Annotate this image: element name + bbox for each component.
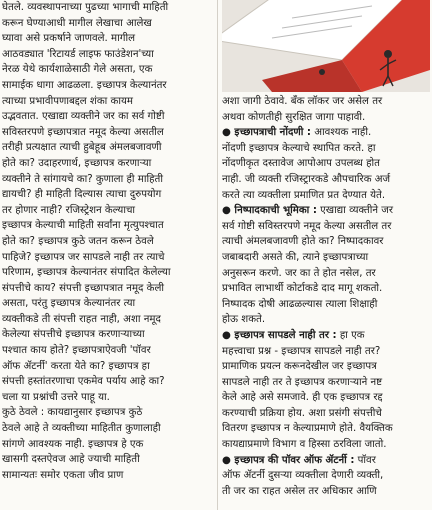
- article-line: द्यायची? ही माहिती दिल्यास त्याचा दुरुपयोग: [2, 189, 162, 201]
- article-line: पाहिजे? इच्छापत्र जर सापडले नाही तर त्याचे: [2, 251, 165, 263]
- article-text: कायद्याप्रमाणे विभाग व हिस्सा ठरविला जातो.: [222, 439, 387, 451]
- article-text: निष्पादक दोषी आढळल्यास त्याला शिक्षाही: [222, 298, 378, 310]
- article-line: [222, 484, 430, 500]
- article-line: त्याच्या प्रभावीपणाबद्दल शंका कायम: [2, 95, 133, 107]
- section-heading: ● इच्छापत्राची नोंदणी :: [222, 127, 311, 139]
- article-line: [222, 406, 430, 422]
- article-line: [222, 297, 430, 313]
- article-line: [222, 219, 430, 235]
- article-text: जबाबदारी असते की, त्याने इच्छापत्राच्या: [222, 251, 369, 263]
- article-line: [222, 110, 430, 126]
- article-text: नोंदणीकृत दस्तावेज आपोआप उपलब्ध होत: [222, 158, 380, 170]
- article-line: [222, 344, 430, 360]
- section-heading: ● इच्छापत्र की पॉवर ऑफ ॲटर्नी :: [222, 454, 355, 466]
- article-text: ती जर का राहत असेल तर अधिकार आणि: [222, 485, 377, 497]
- article-line: व्यक्तीकडे ती संपत्ती राहत नाही, अशा नमूद: [2, 313, 161, 325]
- article-line: इच्छापत्र केल्याची माहिती सर्वांना मृत्युपश्चात: [2, 220, 164, 232]
- article-line: संपत्ती हस्तांतरणाचा एकमेव पर्याय आहे का?: [2, 376, 165, 388]
- section-heading: ● इच्छापत्र सापडले नाही तर :: [222, 329, 337, 341]
- article-right-column: [222, 0, 430, 510]
- article-text: अनुसरून करणे. जर का ते होत नसेल, तर: [222, 267, 376, 279]
- article-line: घेतले. व्यवस्थापनाच्या पुढच्या भागाची माहिती: [2, 2, 169, 13]
- article-line: करून घेण्याआधी मागील लेखाचा आलेख: [2, 17, 152, 29]
- article-line: कुठे ठेवले : कायद्यानुसार इच्छापत्र कुठे: [2, 407, 143, 419]
- section-heading: ● निष्पादकाची भूमिका :: [222, 205, 317, 217]
- section-heading-line: [222, 453, 430, 469]
- article-line: [222, 234, 430, 250]
- article-line: नेरळ येथे कार्यशाळेसाठी गेले असता, एक: [2, 64, 153, 76]
- article-text: करते त्या व्यक्तीला प्रमाणित प्रत देण्यात येते.: [222, 189, 386, 201]
- article-line: [222, 375, 430, 391]
- article-line: [222, 421, 430, 437]
- article-line: [222, 390, 430, 406]
- article-line: तर होणार नाही? रजिस्ट्रेशन केल्याचा: [2, 204, 136, 216]
- article-line: घ्यावा असे प्रकर्षाने जाणवले. मागील: [2, 33, 136, 45]
- article-left-column: [2, 0, 215, 510]
- section-heading-line: [222, 125, 430, 141]
- article-line: [222, 141, 430, 157]
- article-line: होते का? उदाहरणार्थ, इच्छापत्र करणाऱ्या: [2, 157, 152, 169]
- article-line: सांगणे आवश्यक नाही. इच्छापत्र हे एक: [2, 438, 144, 450]
- article-text: केले आहे असे समजावे. ही एक इच्छापत्र रद्द: [222, 392, 383, 404]
- article-text: प्रभावित लाभार्थी कोर्टाकडे दाद मागू शकतो.: [222, 283, 383, 295]
- article-line: [222, 94, 430, 110]
- article-text: हा एक: [336, 329, 365, 341]
- article-line: संपत्तीचे काय? संपत्ती इच्छापत्रात नमूद केली: [2, 282, 165, 294]
- article-line: परिणाम, इच्छापत्र केल्यानंतर संपादित केलेल्या: [2, 267, 171, 279]
- article-line: चला या प्रश्नांची उत्तरे पाहू या.: [2, 391, 110, 403]
- article-text: होऊ शकते.: [222, 314, 266, 326]
- article-line: [222, 188, 430, 204]
- article-text: अशा जागी ठेवावे. बँक लॉकर जर असेल तर: [222, 96, 383, 107]
- article-line: पश्चात काय होते? इच्छापत्राऐवजी 'पॉवर: [2, 345, 151, 357]
- article-line: सविस्तरपणे इच्छापत्रात नमूद केल्या असतील: [2, 126, 164, 138]
- article-line: खासगी दस्तऐवज आहे ज्याची माहिती: [2, 454, 140, 466]
- article-line: [222, 266, 430, 282]
- article-line: असता, परंतु इच्छापत्र केल्यानंतर त्या: [2, 298, 136, 310]
- article-line: उद्भवतात. एखाद्या व्यक्तीने जर का सर्व गोष्टी: [2, 111, 165, 123]
- article-text: नाही. जी व्यक्ती रजिस्ट्रारकडे औपचारिक अर्ज: [222, 173, 391, 185]
- article-line: होते का? इच्छापत्र कुठे जतन करून ठेवले: [2, 235, 154, 247]
- section-heading-line: [222, 328, 430, 344]
- article-line: [222, 437, 430, 453]
- article-text: पॉवर: [354, 454, 376, 466]
- article-line: [222, 359, 430, 375]
- article-line: [222, 281, 430, 297]
- right-column-body: [222, 94, 430, 499]
- article-text: नोंदणी इच्छापत्र केल्याचे स्थापित करते. हा: [222, 142, 376, 154]
- article-text: सर्व गोष्टी सविस्तरपणे नमूद केल्या असतील तर: [222, 220, 392, 232]
- article-text: आवश्यक नाही.: [311, 127, 372, 139]
- article-text: अथवा कोणतीही सुरक्षित जागा पाहावी.: [222, 111, 366, 123]
- article-text: वितरण इच्छापत्र न केल्याप्रमाणे होते. वैयक्तिक: [222, 423, 393, 435]
- article-line: केलेल्या संपत्तीचे इच्छापत्र करणाऱ्याच्या: [2, 329, 145, 341]
- article-text: प्रामाणिक प्रयत्न करूनदेखील जर इच्छापत्र: [222, 361, 377, 373]
- article-text: महत्त्वाचा प्रश्न - इच्छापत्र सापडले नाही तर?: [222, 345, 381, 357]
- article-line: [222, 156, 430, 172]
- article-line: ऑफ ॲटर्नी' करता येते का? इच्छापत्र हा: [2, 360, 150, 372]
- article-line: [222, 172, 430, 188]
- article-text: त्याची अंमलबजावणी होते का? निष्पादकावर: [222, 236, 384, 248]
- article-line: तरीही प्रत्यक्षात त्याची हुबेहूब अंमलबजावणी: [2, 142, 162, 154]
- article-line: ठेवले आहे ते व्यक्तीच्या माहितीत कुणालाही: [2, 423, 161, 435]
- section-heading-line: [222, 203, 430, 219]
- article-line: [222, 250, 430, 266]
- article-text: ऑफ ॲटर्नी दुसऱ्या व्यक्तीला देणारी व्यक्ती,: [222, 470, 384, 482]
- article-line: सामान्यतः समोर एकता जीव प्राण: [2, 469, 124, 481]
- article-line: [222, 312, 430, 328]
- column-divider: [217, 0, 218, 510]
- article-text: करण्याची प्रक्रिया होय. अशा प्रसंगी संपत्तीचे: [222, 407, 382, 419]
- article-line: [222, 468, 430, 484]
- article-line: व्यक्तीने ते सांगायचे का? कुणाला ही माहिती: [2, 173, 163, 185]
- article-text: एखाद्या व्यक्तीने जर: [316, 205, 393, 217]
- article-text: सापडले नाही तर ते इच्छापत्र करणाऱ्याने नष्ट: [222, 376, 383, 388]
- article-line: सामाईक धागा आढळला. इच्छापत्र केल्यानंतर: [2, 79, 167, 91]
- article-line: आठवड्यात 'रिटायर्ड लाइफ फाउंडेशन'च्या: [2, 48, 154, 60]
